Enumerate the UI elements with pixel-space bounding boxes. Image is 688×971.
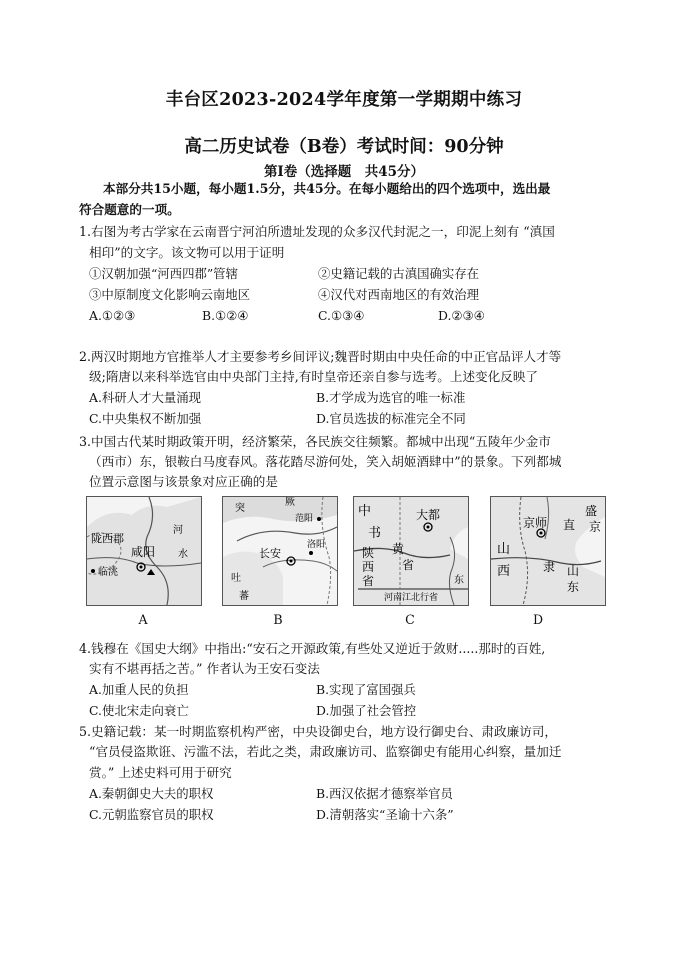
map-c-label-5: 西 <box>362 560 375 574</box>
q4-option-a[interactable]: A.加重人民的负担 <box>89 682 189 697</box>
map-b[interactable] <box>222 496 338 606</box>
map-d-label-4: 京 <box>589 520 602 534</box>
map-b-label-4: 长安 <box>259 547 281 560</box>
q4-option-d[interactable]: D.加强了社会管控 <box>316 703 417 718</box>
q2-option-d[interactable]: D.官员选拔的标准完全不同 <box>316 411 466 426</box>
map-b-label-2: 厥 <box>285 497 295 508</box>
q1-item-1: ①汉朝加强“河西四郡”管辖 <box>89 266 238 281</box>
map-c-label-6: 省 <box>362 574 375 588</box>
map-a-label-4: 河 <box>173 525 183 536</box>
exam-title: 丰台区2023-2024学年度第一学期期中练习 <box>165 90 523 110</box>
map-d-label-7: 隶 <box>543 560 556 574</box>
map-d-caption: D <box>532 612 544 627</box>
q1-stem-1: 1.右图为考古学家在云南晋宁河泊所遗址发现的众多汉代封泥之一，印泥上刻有 “滇国 <box>79 224 555 239</box>
q4-option-c[interactable]: C.使北宋走向衰亡 <box>89 703 189 718</box>
map-b-drawing <box>223 497 337 605</box>
map-c-label-7: 黄 <box>392 542 405 556</box>
map-c-label-9: 河南江北行省 <box>384 593 439 603</box>
map-c-caption: C <box>405 612 415 627</box>
map-c-label-2: 大都 <box>416 508 441 522</box>
map-d-label-1: 京师 <box>523 516 548 530</box>
q5-stem-2: “官员侵盗欺诳、污滥不法，若此之类，肃政廉访司、监察御史有能用心纠察，量加迁 <box>89 744 562 759</box>
map-c-label-10: 东 <box>454 575 464 586</box>
exam-subtitle: 高二历史试卷（B卷）考试时间：90分钟 <box>184 137 504 157</box>
map-a-drawing <box>87 497 201 605</box>
q5-option-d[interactable]: D.清朝落实“圣谕十六条” <box>316 807 454 822</box>
map-a-label-2: 咸阳 <box>131 545 156 559</box>
map-d-label-6: 西 <box>497 564 511 579</box>
q4-stem-1: 4.钱穆在《国史大纲》中指出:“安石之开源政策,有些处又逆近于敛财.....那时的百姓, <box>79 641 546 656</box>
q1-item-3: ③中原制度文化影响云南地区 <box>89 287 251 302</box>
q2-option-b[interactable]: B.才学成为选官的唯一标准 <box>316 390 466 405</box>
section-heading: 第Ⅰ卷（选择题 共45分） <box>263 164 425 180</box>
q3-stem-2: （西市）东，银鞍白马度春风。落花踏尽游何处，笑入胡姬酒肆中”的景象。下列都城 <box>89 454 562 469</box>
map-c[interactable] <box>353 496 469 606</box>
q1-option-c[interactable]: C.①③④ <box>318 308 365 323</box>
map-d-label-2: 直 <box>563 518 576 532</box>
map-d-drawing <box>491 497 605 605</box>
q2-option-a[interactable]: A.科研人才大量涌现 <box>89 390 202 405</box>
map-c-label-1: 中 <box>358 504 372 519</box>
q4-stem-2: 实有不堪再括之苦。” 作者认为王安石变法 <box>89 661 320 676</box>
q3-stem-1: 3.中国古代某时期政策开明，经济繁荣，各民族交往频繁。都城中出现“五陵年少金市 <box>79 434 551 449</box>
q2-option-c[interactable]: C.中央集权不断加强 <box>89 411 202 426</box>
map-d-label-3: 盛 <box>585 504 598 518</box>
map-d-label-8: 山 <box>567 564 580 578</box>
map-d-label-9: 东 <box>567 580 580 594</box>
q1-option-a[interactable]: A.①②③ <box>89 308 136 323</box>
q3-stem-3: 位置示意图与该景象对应正确的是 <box>89 474 278 489</box>
map-c-label-4: 陕 <box>362 546 375 560</box>
map-a-label-5: 水 <box>178 549 188 560</box>
map-d-label-5: 山 <box>497 542 511 557</box>
q1-item-4: ④汉代对西南地区的有效治理 <box>318 287 480 302</box>
map-a[interactable] <box>86 496 202 606</box>
map-b-caption: B <box>273 612 283 627</box>
q5-option-a[interactable]: A.秦朝御史大夫的职权 <box>89 786 214 801</box>
q5-option-b[interactable]: B.西汉依据才德察举官员 <box>316 786 453 801</box>
map-a-caption: A <box>138 612 148 627</box>
q5-option-c[interactable]: C.元朝监察官员的职权 <box>89 807 214 822</box>
q1-item-2: ②史籍记载的古滇国确实存在 <box>318 266 480 281</box>
map-d[interactable] <box>490 496 606 606</box>
instruction-line-2: 符合题意的一项。 <box>79 202 180 217</box>
q4-option-b[interactable]: B.实现了富国强兵 <box>316 682 416 697</box>
map-b-label-5: 洛阳 <box>307 540 326 550</box>
q5-stem-1: 5.史籍记载：某一时期监察机构严密，中央设御史台，地方设行御史台、肃政廉访司， <box>79 724 557 739</box>
map-b-label-3: 范阳 <box>295 514 314 524</box>
q5-stem-3: 赏。” 上述史料可用于研究 <box>89 765 232 780</box>
map-b-label-7: 蕃 <box>239 591 249 602</box>
q2-stem-2: 级;隋唐以来科举选官由中央部门主持,有时皇帝还亲自参与选考。上述变化反映了 <box>89 369 539 384</box>
map-b-label-1: 突 <box>235 503 245 514</box>
instruction-line-1: 本部分共15小题，每小题1.5分，共45分。在每小题给出的四个选项中，选出最 <box>103 181 551 196</box>
map-a-label-1: 陇西郡 <box>91 532 124 545</box>
q2-stem-1: 2.两汉时期地方官推举人才主要参考乡间评议;魏晋时期由中央任命的中正官品评人才等 <box>79 349 562 364</box>
map-c-label-8: 省 <box>402 558 415 572</box>
map-a-label-3: 临洮 <box>98 567 118 578</box>
map-b-label-6: 吐 <box>231 573 241 584</box>
q1-option-b[interactable]: B.①②④ <box>202 308 249 323</box>
map-c-drawing <box>354 497 468 605</box>
q1-option-d[interactable]: D.②③④ <box>438 308 485 323</box>
map-c-label-3: 书 <box>368 526 382 541</box>
q1-stem-2: 相印”的文字。该文物可以用于证明 <box>89 245 285 260</box>
